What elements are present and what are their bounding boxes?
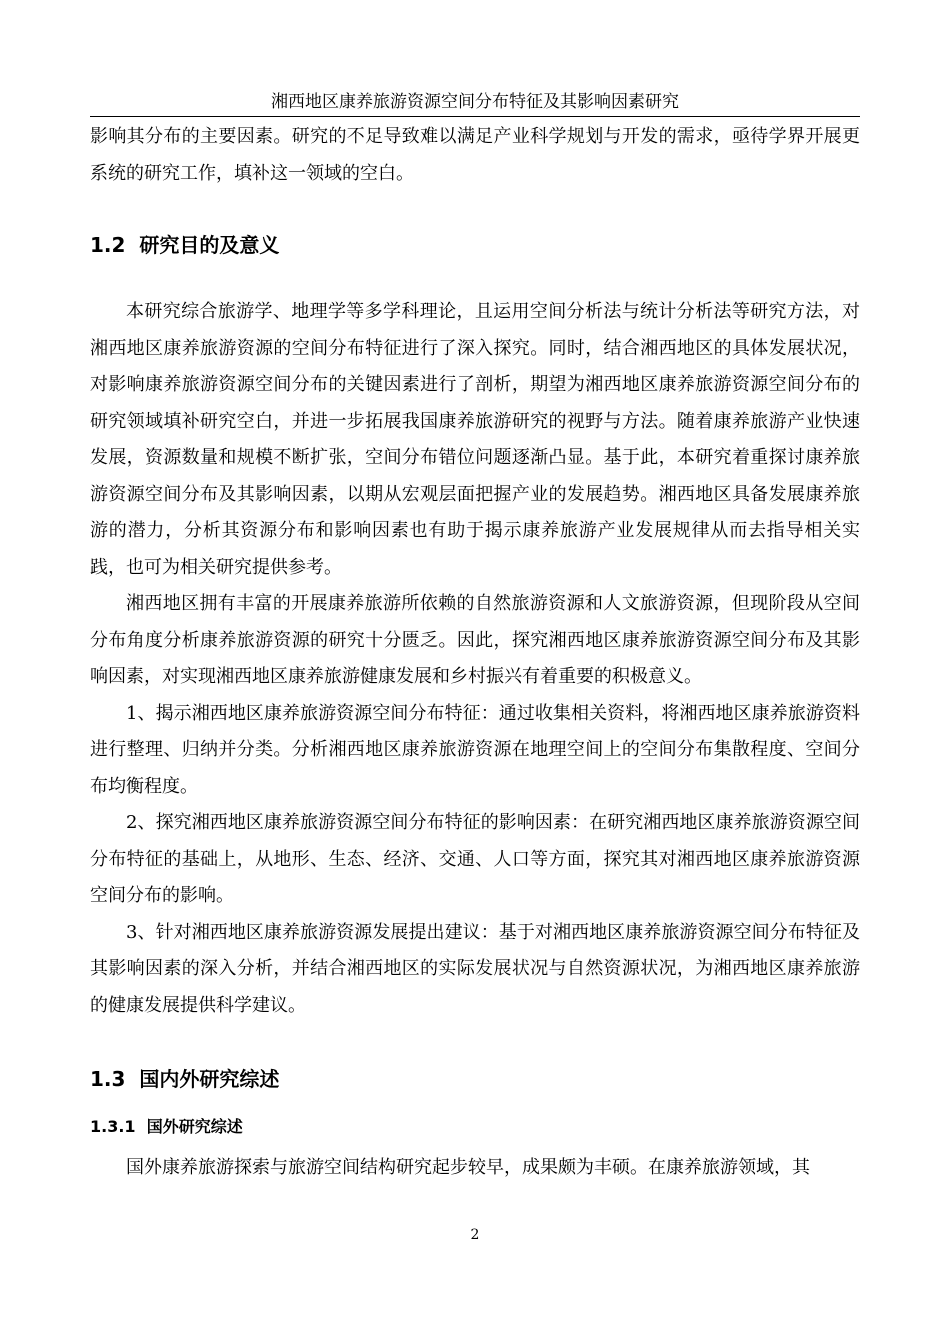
subsection-title: 国外研究综述	[146, 1117, 243, 1136]
page-number: 2	[470, 1227, 480, 1243]
section-heading-1-3	[90, 1064, 860, 1094]
paragraph-continued: 影响其分布的主要因素。研究的不足导致难以满足产业科学规划与开发的需求，亟待学界开展更系统的研究工作，填补这一领域的空白。	[90, 126, 860, 184]
paragraph: 湘西地区拥有丰富的开展康养旅游所依赖的自然旅游资源和人文旅游资源，但现阶段从空间分布角度分析康养旅游资源的研究十分匮乏。因此，探究湘西地区康养旅游资源空间分布及其影响因素，对实现湘西地区康养旅游健康发展和乡村振兴有着重要的积极意义。	[90, 593, 860, 687]
list-item-goal-1: 1、揭示湘西地区康养旅游资源空间分布特征：通过收集相关资料，将湘西地区康养旅游资料进行整理、归纳并分类。分析湘西地区康养旅游资源在地理空间上的空间分布集散程度、空间分布均衡程度。	[90, 702, 860, 797]
subsection-number: 1.3.1	[90, 1117, 136, 1136]
section-title: 国内外研究综述	[139, 1067, 280, 1091]
running-header	[90, 90, 860, 117]
section-title: 研究目的及意义	[139, 233, 280, 257]
section-heading-1-2	[90, 230, 860, 260]
paragraph: 本研究综合旅游学、地理学等多学科理论，且运用空间分析法与统计分析法等研究方法，对湘西地区康养旅游资源的空间分布特征进行了深入探究。同时，结合湘西地区的具体发展状况，对影响康养旅游资源空间分布的关键因素进行了剖析，期望为湘西地区康养旅游资源空间分布的研究领域填补研究空白，并进一步拓展我国康养旅游研究的视野与方法。随着康养旅游产业快速发展，资源数量和规模不断扩张，空间分布错位问题逐渐凸显。基于此，本研究着重探讨康养旅游资源空间分布及其影响因素，以期从宏观层面把握产业的发展趋势。湘西地区具备发展康养旅游的潜力，分析其资源分布和影响因素也有助于揭示康养旅游产业发展规律从而去指导相关实践，也可为相关研究提供参考。	[90, 301, 860, 578]
section-number: 1.3	[90, 1067, 126, 1091]
paragraph: 国外康养旅游探索与旅游空间结构研究起步较早，成果颇为丰硕。在康养旅游领域，其	[126, 1157, 810, 1178]
list-item-goal-3: 3、针对湘西地区康养旅游资源发展提出建议：基于对湘西地区康养旅游资源空间分布特征及其影响因素的深入分析，并结合湘西地区的实际发展状况与自然资源状况，为湘西地区康养旅游的健康发展提供科学建议。	[90, 921, 860, 1016]
subsection-heading-1-3-1	[90, 1114, 860, 1140]
list-item-goal-2: 2、探究湘西地区康养旅游资源空间分布特征的影响因素：在研究湘西地区康养旅游资源空间分布特征的基础上，从地形、生态、经济、交通、人口等方面，探究其对湘西地区康养旅游资源空间分布的影响。	[90, 812, 860, 906]
section-number: 1.2	[90, 233, 126, 257]
page-body	[90, 119, 860, 1187]
running-title: 湘西地区康养旅游资源空间分布特征及其影响因素研究	[271, 92, 679, 112]
